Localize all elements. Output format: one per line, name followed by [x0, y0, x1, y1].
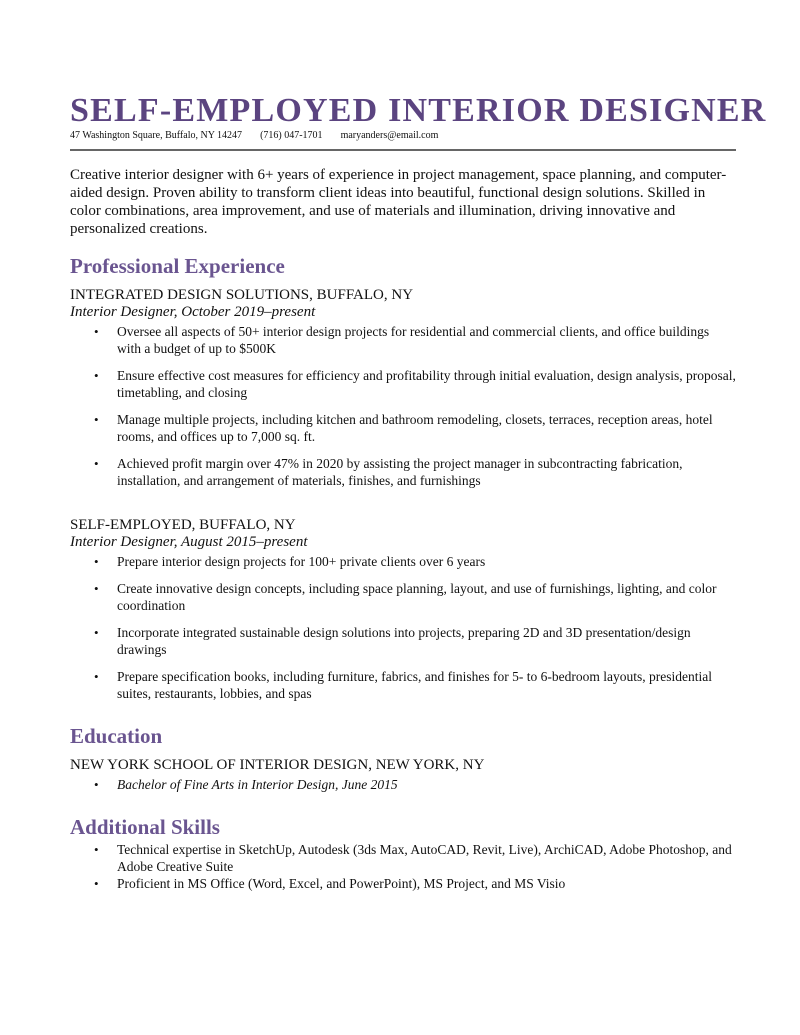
contact-address: 47 Washington Square, Buffalo, NY 14247 [70, 130, 243, 141]
skill-item [70, 841, 736, 875]
job-bullet [70, 455, 736, 489]
education-school: NEW YORK SCHOOL OF INTERIOR DESIGN, NEW YORK, NY [70, 757, 485, 773]
job-entry [70, 516, 736, 702]
job-employer: SELF-EMPLOYED, BUFFALO, NY [70, 517, 296, 533]
bullet-icon: • [94, 581, 99, 596]
skills-heading: Additional Skills [70, 815, 220, 839]
bullet-icon: • [94, 669, 99, 684]
resume-name-title: SELF-EMPLOYED INTERIOR DESIGNER [70, 92, 767, 129]
job-bullet-text: Prepare specification books, including furniture, fabrics, and finishes for 5- to 6-bedroom layouts, presidential suites, restaurants, lobbies, and spas [117, 669, 712, 701]
summary-paragraph: Creative interior designer with 6+ years of experience in project management, space planning, and computer-aided design. Proven ability to transform client ideas into beautiful, functional design solutions. Skilled in color combinations, area improvement, and use of materials and illumination, driving innovative and personalized creations. [70, 167, 727, 237]
job-bullet-text: Incorporate integrated sustainable design solutions into projects, preparing 2D and 3D presentation/design drawings [117, 625, 691, 657]
skill-text: Technical expertise in SketchUp, Autodesk (3ds Max, AutoCAD, Revit, Live), ArchiCAD, Adobe Photoshop, and Adobe Creative Suite [117, 842, 732, 874]
bullet-icon: • [94, 876, 99, 891]
job-bullet [70, 323, 736, 357]
job-entry [70, 286, 736, 489]
experience-heading: Professional Experience [70, 254, 285, 278]
education-degree: Bachelor of Fine Arts in Interior Design, June 2015 [117, 777, 398, 792]
job-bullet-text: Manage multiple projects, including kitchen and bathroom remodeling, closets, terraces, reception areas, hotel rooms, and offices up to 7,000 sq. ft. [117, 412, 713, 444]
job-role: Interior Designer, August 2015–present [70, 534, 308, 550]
contact-email[interactable]: maryanders@email.com [340, 130, 439, 141]
contact-line [70, 129, 736, 143]
education-item [70, 776, 736, 793]
job-bullet-text: Ensure effective cost measures for efficiency and profitability through initial evaluation, design analysis, proposal, timetabling, and closing [117, 368, 736, 400]
job-bullet [70, 580, 736, 614]
job-bullet-text: Prepare interior design projects for 100+ private clients over 6 years [117, 554, 486, 569]
skill-text: Proficient in MS Office (Word, Excel, and PowerPoint), MS Project, and MS Visio [117, 876, 566, 891]
bullet-icon: • [94, 842, 99, 857]
header-divider [70, 149, 736, 151]
bullet-icon: • [94, 625, 99, 640]
job-bullet-text: Create innovative design concepts, including space planning, layout, and use of furnishings, lighting, and color coordination [117, 581, 717, 613]
job-bullet [70, 668, 736, 702]
job-bullet-text: Oversee all aspects of 50+ interior design projects for residential and commercial clients, and office buildings with a budget of up to $500K [117, 324, 710, 356]
bullet-icon: • [94, 554, 99, 569]
job-bullet [70, 411, 736, 445]
job-bullet [70, 553, 736, 570]
education-list [70, 776, 736, 793]
education-heading: Education [70, 724, 163, 748]
skill-item [70, 875, 736, 892]
bullet-icon: • [94, 412, 99, 427]
job-employer: INTEGRATED DESIGN SOLUTIONS, BUFFALO, NY [70, 287, 414, 303]
job-bullet-list [70, 553, 736, 702]
job-role: Interior Designer, October 2019–present [70, 304, 316, 320]
bullet-icon: • [94, 324, 99, 339]
job-bullet [70, 367, 736, 401]
bullet-icon: • [94, 456, 99, 471]
job-bullet [70, 624, 736, 658]
resume-page [70, 92, 767, 892]
bullet-icon: • [94, 777, 99, 792]
skills-list [70, 841, 736, 892]
job-bullet-list [70, 323, 736, 489]
job-bullet-text: Achieved profit margin over 47% in 2020 by assisting the project manager in subcontracting fabrication, installation, and arrangement of materials, finishes, and furnishings [117, 456, 683, 488]
contact-phone: (716) 047-1701 [260, 130, 323, 141]
bullet-icon: • [94, 368, 99, 383]
